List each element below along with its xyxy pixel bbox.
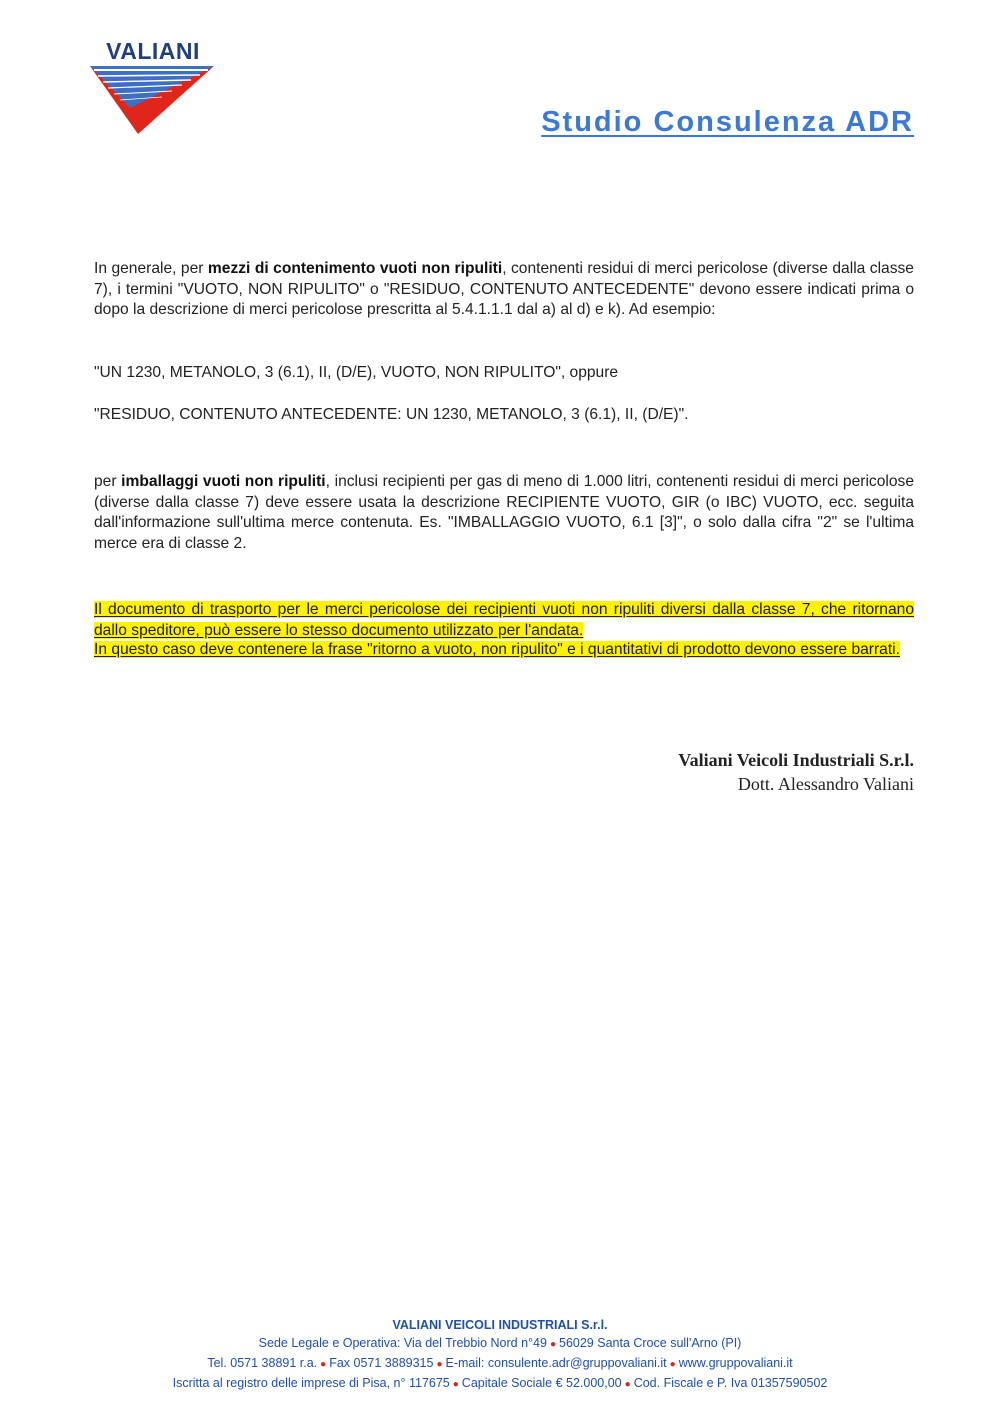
bullet-icon: ● — [320, 1359, 327, 1370]
bullet-icon: ● — [549, 1339, 556, 1350]
signature-company: Valiani Veicoli Industriali S.r.l. — [678, 750, 914, 770]
highlight-note-2: In questo caso deve contenere la frase "ritorno a vuoto, non ripulito" e i quantitativi di prodotto devono essere barrati. — [94, 641, 900, 658]
footer-website[interactable]: www.gruppovaliani.it — [678, 1356, 793, 1370]
logo-text: VALIANI — [106, 38, 200, 64]
footer — [0, 1316, 1000, 1394]
bullet-icon: ● — [624, 1379, 631, 1390]
footer-address: Sede Legale e Operativa: Via del Trebbio Nord n°49 ● 56029 Santa Croce sull'Arno (PI) — [258, 1336, 742, 1350]
example-1: "UN 1230, METANOLO, 3 (6.1), II, (D/E), VUOTO, NON RIPULITO", oppure — [94, 364, 619, 381]
footer-email[interactable]: E-mail: consulente.adr@gruppovaliani.it — [445, 1356, 667, 1370]
highlight-note-1: Il documento di trasporto per le merci pericolose dei recipienti vuoti non ripuliti diversi dalla classe 7, che ritornano dallo speditore, può essere lo stesso documento utilizzato per l'andata. — [94, 601, 914, 639]
logo-wing-icon — [86, 64, 218, 136]
page-title: Studio Consulenza ADR — [541, 106, 914, 138]
signature-person: Dott. Alessandro Valiani — [737, 774, 914, 794]
footer-contacts: Tel. 0571 38891 r.a. ● Fax 0571 3889315 ● E-mail: consulente.adr@gruppovaliani.it ● www.gruppovaliani.it — [207, 1356, 793, 1370]
bullet-icon: ● — [436, 1359, 443, 1370]
example-2: "RESIDUO, CONTENUTO ANTECEDENTE: UN 1230, METANOLO, 3 (6.1), II, (D/E)". — [94, 406, 689, 423]
bullet-icon: ● — [452, 1379, 459, 1390]
bullet-icon: ● — [669, 1359, 676, 1370]
paragraph-containers: In generale, per mezzi di contenimento vuoti non ripuliti, contenenti residui di merci pericolose (diverse dalla classe 7), i termini "VUOTO, NON RIPULITO" o "RESIDUO, CONTENUTO ANTECEDENTE" devono essere indicati prima o dopo la descrizione di merci pericolose prescritta al 5.4.1.1.1 dal a) al d) e k). Ad esempio: — [94, 260, 914, 318]
footer-company: VALIANI VEICOLI INDUSTRIALI S.r.l. — [392, 1318, 608, 1332]
paragraph-packaging: per imballaggi vuoti non ripuliti, inclusi recipienti per gas di meno di 1.000 litri, contenenti residui di merci pericolose (diverse dalla classe 7) deve essere usata la descrizione RECIPIENTE VUOTO, GIR (o IBC) VUOTO, ecc. seguita dall'informazione sull'ultima merce contenuta. Es. "IMBALLAGGIO VUOTO, 6.1 [3]", o solo dalla cifra "2" se l'ultima merce era di classe 2. — [94, 473, 914, 552]
signature-block — [678, 748, 914, 796]
footer-registry: Iscritta al registro delle imprese di Pisa, n° 117675 ● Capitale Sociale € 52.000,00 ● Cod. Fiscale e P. Iva 01357590502 — [172, 1376, 828, 1390]
company-logo — [86, 38, 218, 138]
